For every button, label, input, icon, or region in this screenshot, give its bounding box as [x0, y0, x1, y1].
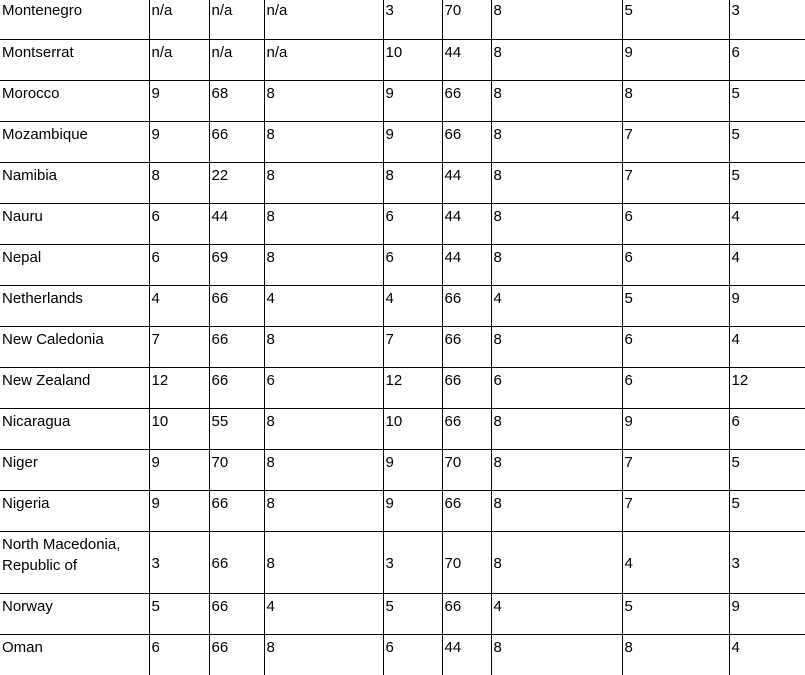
- value-cell: 8: [491, 531, 622, 593]
- value-cell: 9: [622, 39, 729, 80]
- value-cell: 6: [383, 634, 442, 675]
- value-cell: 6: [622, 203, 729, 244]
- value-cell: 8: [491, 162, 622, 203]
- table-row: [0, 39, 805, 80]
- value-cell: 70: [442, 531, 491, 593]
- value-cell: n/a: [264, 39, 383, 80]
- value-cell: 66: [442, 490, 491, 531]
- value-cell: 5: [622, 0, 729, 39]
- value-cell: 8: [491, 121, 622, 162]
- table-row: [0, 326, 805, 367]
- value-cell: 6: [491, 367, 622, 408]
- value-cell: 66: [442, 285, 491, 326]
- value-cell: 8: [149, 162, 209, 203]
- value-cell: 3: [383, 0, 442, 39]
- value-cell: 9: [729, 593, 805, 634]
- value-cell: 7: [622, 490, 729, 531]
- value-cell: 44: [442, 39, 491, 80]
- value-cell: 9: [729, 285, 805, 326]
- value-cell: 5: [383, 593, 442, 634]
- country-cell: Nicaragua: [0, 408, 149, 449]
- country-cell: New Zealand: [0, 367, 149, 408]
- value-cell: 6: [149, 244, 209, 285]
- value-cell: 66: [209, 490, 264, 531]
- country-cell: Niger: [0, 449, 149, 490]
- value-cell: 12: [149, 367, 209, 408]
- value-cell: 66: [209, 531, 264, 593]
- value-cell: 8: [622, 80, 729, 121]
- value-cell: 5: [729, 80, 805, 121]
- value-cell: 7: [622, 449, 729, 490]
- value-cell: n/a: [149, 39, 209, 80]
- value-cell: 68: [209, 80, 264, 121]
- value-cell: 3: [383, 531, 442, 593]
- value-cell: 6: [622, 367, 729, 408]
- value-cell: 9: [149, 490, 209, 531]
- value-cell: 4: [264, 285, 383, 326]
- value-cell: 8: [264, 80, 383, 121]
- value-cell: 66: [442, 408, 491, 449]
- country-cell: Nauru: [0, 203, 149, 244]
- value-cell: 44: [442, 162, 491, 203]
- value-cell: 44: [209, 203, 264, 244]
- table-row: [0, 593, 805, 634]
- country-cell: Nigeria: [0, 490, 149, 531]
- value-cell: n/a: [149, 0, 209, 39]
- value-cell: 6: [149, 634, 209, 675]
- value-cell: 4: [383, 285, 442, 326]
- value-cell: 9: [383, 490, 442, 531]
- value-cell: 66: [209, 121, 264, 162]
- value-cell: 66: [209, 285, 264, 326]
- value-cell: 8: [264, 490, 383, 531]
- value-cell: 6: [264, 367, 383, 408]
- value-cell: 9: [622, 408, 729, 449]
- value-cell: 8: [491, 203, 622, 244]
- value-cell: 8: [264, 449, 383, 490]
- table-row: [0, 0, 805, 39]
- value-cell: 9: [149, 80, 209, 121]
- value-cell: 69: [209, 244, 264, 285]
- value-cell: 44: [442, 244, 491, 285]
- value-cell: 6: [622, 244, 729, 285]
- value-cell: 6: [383, 244, 442, 285]
- value-cell: 3: [149, 531, 209, 593]
- country-cell: Montserrat: [0, 39, 149, 80]
- value-cell: 6: [729, 408, 805, 449]
- value-cell: 5: [729, 449, 805, 490]
- country-cell: Mozambique: [0, 121, 149, 162]
- value-cell: 4: [264, 593, 383, 634]
- value-cell: 4: [729, 203, 805, 244]
- value-cell: 6: [622, 326, 729, 367]
- value-cell: 8: [264, 326, 383, 367]
- value-cell: 7: [149, 326, 209, 367]
- country-cell: Oman: [0, 634, 149, 675]
- value-cell: 44: [442, 634, 491, 675]
- value-cell: 66: [442, 593, 491, 634]
- table-row: [0, 449, 805, 490]
- value-cell: 9: [383, 121, 442, 162]
- value-cell: 5: [729, 121, 805, 162]
- value-cell: 66: [442, 121, 491, 162]
- value-cell: 66: [442, 326, 491, 367]
- value-cell: 8: [491, 449, 622, 490]
- value-cell: 4: [729, 326, 805, 367]
- value-cell: 4: [622, 531, 729, 593]
- value-cell: 66: [209, 634, 264, 675]
- value-cell: 66: [209, 593, 264, 634]
- value-cell: 5: [729, 162, 805, 203]
- value-cell: 7: [622, 121, 729, 162]
- value-cell: 6: [729, 39, 805, 80]
- value-cell: 44: [442, 203, 491, 244]
- value-cell: 8: [491, 490, 622, 531]
- value-cell: n/a: [209, 0, 264, 39]
- value-cell: 8: [264, 634, 383, 675]
- value-cell: 9: [149, 449, 209, 490]
- value-cell: 4: [491, 285, 622, 326]
- value-cell: 5: [149, 593, 209, 634]
- value-cell: 7: [383, 326, 442, 367]
- value-cell: 8: [491, 634, 622, 675]
- value-cell: 8: [491, 326, 622, 367]
- table-row: [0, 244, 805, 285]
- country-cell: Namibia: [0, 162, 149, 203]
- value-cell: 4: [729, 634, 805, 675]
- value-cell: 8: [264, 162, 383, 203]
- table-row: [0, 121, 805, 162]
- value-cell: 5: [622, 593, 729, 634]
- value-cell: n/a: [209, 39, 264, 80]
- value-cell: 10: [383, 39, 442, 80]
- value-cell: 8: [264, 408, 383, 449]
- value-cell: 70: [442, 0, 491, 39]
- value-cell: 70: [442, 449, 491, 490]
- value-cell: 70: [209, 449, 264, 490]
- value-cell: 8: [491, 244, 622, 285]
- value-cell: 4: [149, 285, 209, 326]
- table-row: [0, 162, 805, 203]
- value-cell: 5: [729, 490, 805, 531]
- value-cell: 66: [209, 367, 264, 408]
- value-cell: 8: [383, 162, 442, 203]
- value-cell: 8: [491, 408, 622, 449]
- value-cell: 66: [442, 367, 491, 408]
- country-cell: North Macedonia, Republic of: [0, 531, 149, 593]
- country-cell: Netherlands: [0, 285, 149, 326]
- value-cell: 3: [729, 0, 805, 39]
- value-cell: 8: [264, 531, 383, 593]
- value-cell: 12: [729, 367, 805, 408]
- value-cell: 9: [149, 121, 209, 162]
- table-row: [0, 80, 805, 121]
- country-cell: Morocco: [0, 80, 149, 121]
- value-cell: 6: [149, 203, 209, 244]
- value-cell: 66: [442, 80, 491, 121]
- table-row: [0, 408, 805, 449]
- value-cell: 12: [383, 367, 442, 408]
- value-cell: 22: [209, 162, 264, 203]
- value-cell: 8: [491, 0, 622, 39]
- country-cell: New Caledonia: [0, 326, 149, 367]
- country-cell: Norway: [0, 593, 149, 634]
- value-cell: 8: [491, 39, 622, 80]
- country-cell: Montenegro: [0, 0, 149, 39]
- value-cell: 8: [264, 121, 383, 162]
- table-row: [0, 203, 805, 244]
- value-cell: 8: [491, 80, 622, 121]
- value-cell: n/a: [264, 0, 383, 39]
- value-cell: 8: [264, 244, 383, 285]
- value-cell: 9: [383, 449, 442, 490]
- value-cell: 5: [622, 285, 729, 326]
- table-row: [0, 367, 805, 408]
- table-row: [0, 490, 805, 531]
- table-row: [0, 285, 805, 326]
- value-cell: 10: [383, 408, 442, 449]
- value-cell: 6: [383, 203, 442, 244]
- value-cell: 7: [622, 162, 729, 203]
- country-cell: Nepal: [0, 244, 149, 285]
- value-cell: 55: [209, 408, 264, 449]
- value-cell: 8: [264, 203, 383, 244]
- value-cell: 66: [209, 326, 264, 367]
- value-cell: 3: [729, 531, 805, 593]
- value-cell: 9: [383, 80, 442, 121]
- table-row: [0, 531, 805, 593]
- value-cell: 4: [491, 593, 622, 634]
- value-cell: 8: [622, 634, 729, 675]
- value-cell: 10: [149, 408, 209, 449]
- value-cell: 4: [729, 244, 805, 285]
